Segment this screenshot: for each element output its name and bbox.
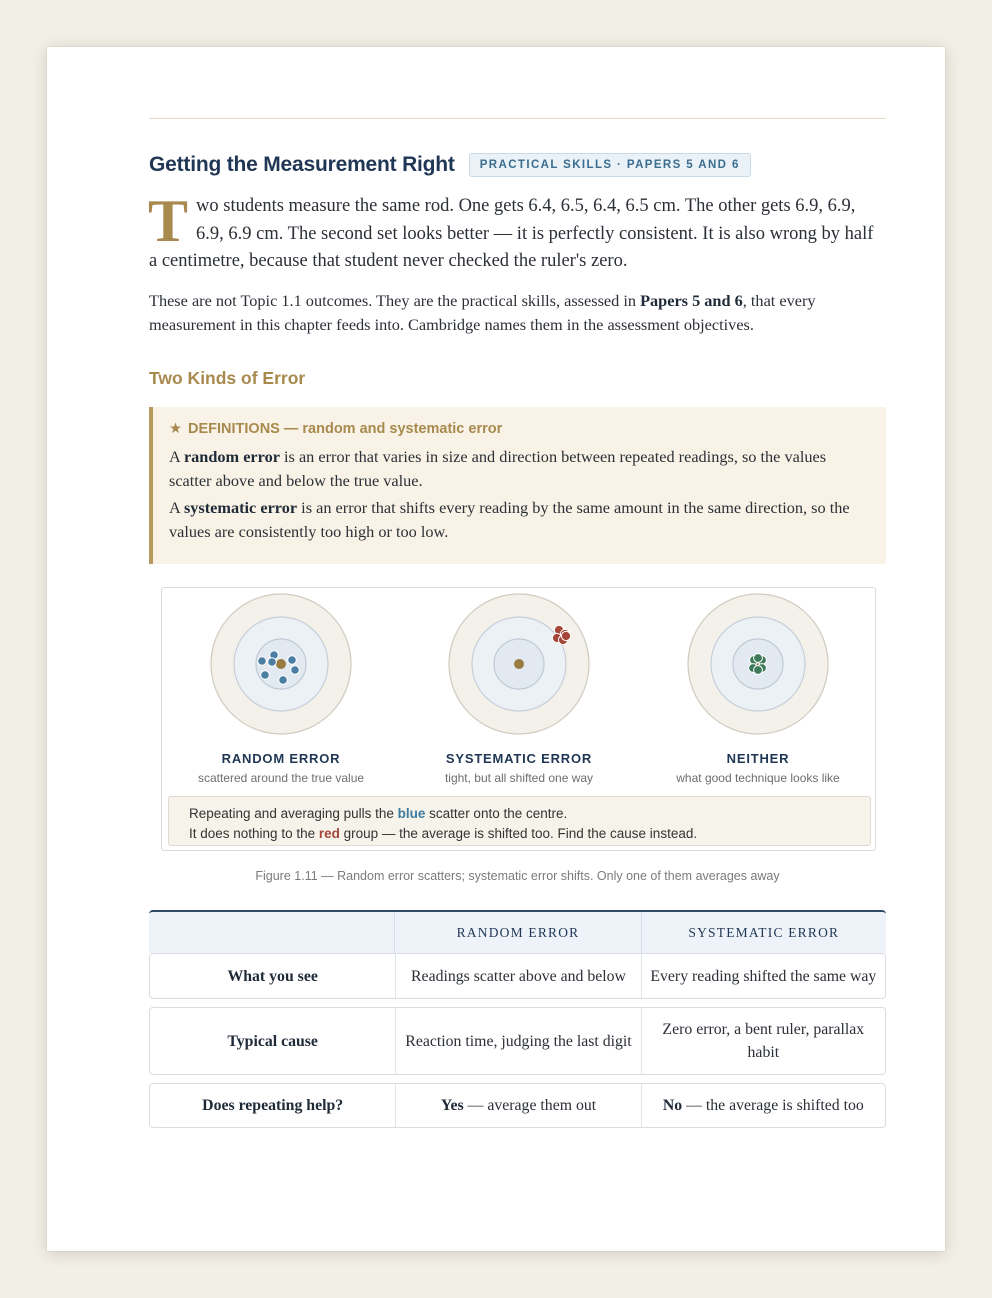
target-neither	[688, 594, 828, 734]
textbook-page	[47, 47, 945, 1251]
reading-dot	[258, 657, 267, 666]
practical-skills-badge: PRACTICAL SKILLS · PAPERS 5 AND 6	[469, 153, 751, 177]
definitions-title	[169, 421, 870, 437]
note-line-1	[189, 804, 850, 824]
section-heading-row	[149, 153, 751, 177]
cell-random: Reaction time, judging the last digit	[395, 1008, 640, 1074]
reading-dot	[279, 676, 288, 685]
target-name: SYSTEMATIC ERROR	[445, 751, 593, 766]
table-header	[149, 910, 886, 953]
cell-systematic: Every reading shifted the same way	[641, 954, 885, 998]
figure-note	[168, 796, 871, 846]
target-name: RANDOM ERROR	[221, 751, 341, 766]
row-label: What you see	[227, 967, 318, 985]
context-text-2: , that every measurement in this chapter feeds into. Cambridge names them in the assessment objectives.	[149, 291, 816, 334]
label-random	[171, 751, 391, 785]
star-icon: ★	[169, 421, 182, 437]
definitions-title-text: DEFINITIONS — random and systematic error	[188, 421, 503, 437]
definitions-box	[149, 407, 886, 564]
top-rule	[149, 118, 886, 119]
header-empty	[149, 912, 394, 953]
def-article: A	[169, 447, 184, 466]
table-row	[149, 953, 886, 999]
target-systematic	[449, 594, 589, 734]
error-figure	[161, 587, 876, 851]
reading-dot	[291, 666, 300, 675]
context-text-1: These are not Topic 1.1 outcomes. They are the practical skills, assessed in	[149, 291, 641, 310]
header-systematic: SYSTEMATIC ERROR	[641, 912, 886, 953]
intro-paragraph	[148, 188, 886, 276]
comparison-table	[149, 910, 886, 1128]
reading-dot	[268, 658, 277, 667]
def-term-random: random error	[183, 447, 280, 466]
cell-text: — the average is shifted too	[682, 1097, 864, 1114]
label-neither	[648, 751, 868, 785]
reading-dot	[561, 631, 570, 640]
note-text: It does nothing to the	[189, 826, 319, 841]
def-article: A	[169, 498, 184, 517]
label-systematic	[409, 751, 629, 785]
reading-dot	[754, 666, 763, 675]
note-blue-word: blue	[397, 806, 426, 821]
reading-dot	[288, 656, 297, 665]
cell-systematic: Zero error, a bent ruler, parallax habit	[641, 1008, 885, 1074]
target-subtitle: what good technique looks like	[676, 771, 840, 785]
header-random: RANDOM ERROR	[394, 912, 640, 953]
target-subtitle: tight, but all shifted one way	[444, 771, 594, 785]
cell-random: Readings scatter above and below	[395, 954, 640, 998]
note-text: group — the average is shifted too. Find the cause instead.	[339, 826, 698, 841]
true-value-dot	[276, 659, 286, 669]
row-label: Typical cause	[227, 1032, 318, 1050]
note-line-2	[189, 824, 850, 844]
reading-dot	[754, 654, 763, 663]
random-error-definition	[169, 445, 870, 492]
note-text: Repeating and averaging pulls the	[189, 806, 398, 821]
target-random	[211, 594, 351, 734]
section-title: Getting the Measurement Right	[149, 153, 455, 176]
figure-caption: Figure 1.11 — Random error scatters; systematic error shifts. Only one of them averages away	[255, 869, 780, 883]
table-row	[149, 1083, 886, 1128]
cell-text: — average them out	[463, 1097, 597, 1114]
drop-cap: T	[148, 188, 189, 254]
true-value-dot	[514, 659, 524, 669]
table-row	[149, 1007, 886, 1075]
def-text-systematic: is an error that shifts every reading by the same amount in the same direction, so the values are consistently too high or too low.	[169, 498, 850, 541]
subheading: Two Kinds of Error	[149, 368, 306, 388]
context-paragraph	[149, 289, 886, 337]
context-bold: Papers 5 and 6	[640, 291, 743, 310]
target-name: NEITHER	[726, 751, 790, 766]
note-red-word: red	[318, 826, 340, 841]
cell-bold: Yes	[440, 1097, 464, 1114]
systematic-error-definition	[169, 496, 870, 543]
def-term-systematic: systematic error	[183, 498, 298, 517]
reading-dot	[261, 671, 270, 680]
row-label: Does repeating help?	[202, 1097, 344, 1114]
def-text-random: is an error that varies in size and direction between repeated readings, so the values scatter above and below the true value.	[169, 447, 827, 490]
cell-random	[395, 1084, 640, 1127]
intro-text: wo students measure the same rod. One gets 6.4, 6.5, 6.4, 6.5 cm. The other gets 6.9, 6.9, 6.9, 6.9 cm. The second set looks better — it is perfectly consistent. It is also wrong by half a centimetre, because that student never checked the ruler's zero.	[149, 196, 874, 271]
cell-systematic	[641, 1084, 885, 1127]
cell-bold: No	[662, 1097, 683, 1114]
note-text: scatter onto the centre.	[425, 806, 568, 821]
target-subtitle: scattered around the true value	[197, 771, 365, 785]
